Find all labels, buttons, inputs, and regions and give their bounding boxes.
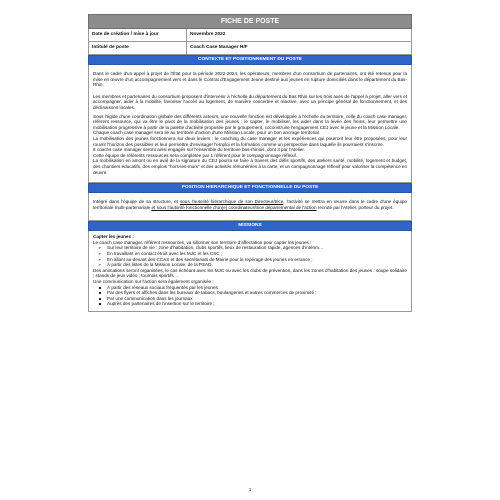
meta-label: Intitulé de poste	[89, 42, 187, 54]
subheading: Capter les jeunes :	[93, 234, 134, 240]
text-run: Intégré dans l'équipe de sa structure, et	[93, 199, 180, 205]
paragraph: Sous l'égide d'une coordination globale des différents acteurs, une nouvelle fonction est développée à l'échelle du territoire, celle du coach case manager, référent ressource, qui va être le pivot de la mobilisation des jeunes : le capter, le mobiliser, les aider dans la levée des freins, leur permettre une mobilisation progressive à partir de la palette d'activité proposée par le groupement, coconstruire l'engagement CEJ avec le jeune et la Mission Locale.	[93, 113, 407, 130]
list-item: Par une communication dans les journaux	[93, 296, 407, 302]
list-item: ➢ En travaillant en contact étroit avec les MJC et les CSC ;	[93, 251, 407, 257]
page-number: 1	[248, 487, 252, 492]
section-body-position	[88, 193, 412, 221]
text-run: recruté par l'Atelier, porteur du projet.	[316, 204, 394, 210]
paragraph: Dans le cadre d'un appel à projet de l'État pour la période 2022-2024, les opérateurs, membres d'un consortium de partenaires, ont été retenus pour la mise en œuvre d'un accompagnement vers et dans le Contrat d'Engagement Jeune destiné aux jeunes en rupture domiciliés dans le département du Bas-Rhin.	[93, 71, 407, 88]
text-run: , l'activité se mettra en œuvre dans le cadre d'une équipe territoriale multi-partenariale	[93, 199, 407, 210]
section-header-position: POSITION HIERARCHIQUE ET FONCTIONNELLE DU POSTE	[88, 183, 412, 193]
paragraph: La mobilisation en amont ou en aval de la signature du CEJ pourra se faire à travers des défis sportifs, des ateliers santé, mobilité, logement et budget, des chantiers éducatifs, des emplois "hors-les-murs" et des activités rémunérées à la carte, et un compagnonnage réflexif pour valoriser la compétence en œuvre.	[93, 158, 408, 175]
paragraph: Les membres et partenaires du consortium proposent d'intervenir à l'échelle du département du Bas Rhin sur les trois axes de l'appel à projet, aller vers et accompagner, aider à la mobilité, favoriser l'accès au logement, de manière concertée et réactive, avec un principe général de fonctionnement, et des déclinaisons locales.	[93, 93, 407, 110]
meta-value: Novembre 2022	[190, 32, 226, 37]
list-item: Auprès des partenaires de l'insertion sur le territoire ;	[93, 301, 407, 307]
paragraph	[93, 199, 407, 210]
document-title: FICHE DE POSTE	[88, 14, 412, 29]
paragraph: Chaque coach case manager sera lié au territoire d'action d'une Mission Locale, pour un bon ancrage territorial.	[93, 130, 320, 136]
section-body-missions	[88, 231, 412, 312]
paragraph: Une communication sur l'action sera également organisée :	[93, 279, 214, 285]
list-item: ➢ Sur leur territoire de vie : zone d'habitation, clubs sportifs, lieux de restauration rapide, agences d'intérim…	[93, 245, 407, 251]
list-item: ➢ À partir des listes de la Mission Locale, de la PSAD.	[93, 262, 407, 268]
meta-row-title	[88, 42, 412, 55]
meta-label: Date de création / mise à jour	[89, 29, 187, 41]
meta-row-date	[88, 29, 412, 42]
paragraph: 8 coachs case manager seront ainsi engagés sur l'ensemble du territoire bas-rhinois, dont 3 par l'Atelier.	[93, 147, 305, 153]
paragraph: Des animations seront organisées, le cas échéant avec les MJC ou avec les clubs de prévention, dans les zones d'habitation des jeunes : soupe solidaire ; stands de jeux vidéo ; tournois sportifs…	[93, 267, 407, 279]
list-item: Par des flyers et affiches dans les bureaux de tabacs, boulangeries et autres commerces de proximité ;	[93, 290, 407, 296]
job-description-document	[88, 14, 412, 312]
section-header-contexte: CONTEXTE ET POSITIONNEMENT DU POSTE	[88, 55, 412, 65]
section-body-contexte	[88, 65, 412, 183]
bullet-list	[93, 285, 407, 307]
section-header-missions: MISSIONS	[88, 221, 412, 231]
list-item: À partir des réseaux sociaux fréquentés par les jeunes	[93, 285, 407, 291]
paragraph: Cette équipe de référents ressources sera complétée par 1 référent pour le compagnonnage réflexif.	[93, 152, 298, 158]
paragraph: Le coach case manager, référent ressources, va sillonner son territoire d'affectation pour capter les jeunes :	[93, 239, 312, 245]
meta-value: Coach Case Manager H/F	[190, 45, 248, 50]
text-run-underlined: sous l'autorité hiérarchique de son Directeur/trice	[179, 199, 284, 205]
bullet-list	[93, 245, 407, 267]
list-item: ➢ En allant au-devant des CCAS et des secrétariats de Mairie pour le repérage des jeunes en errance ;	[93, 257, 407, 263]
paragraph: La mobilisation des jeunes fonctionnera sur deux leviers : le coaching du case manager et les expériences qui pourront leur être proposées, pour leur rouvrir l'horizon des possibles et leur permettre d'envisager l'emploi et la formation comme un perspective dans laquelle ils pourraient s'inscrire.	[93, 135, 407, 147]
text-run-underlined: et sous l'autorité fonctionnelle d'un(e) coordinateur/trice départemental de l'action	[151, 204, 317, 210]
